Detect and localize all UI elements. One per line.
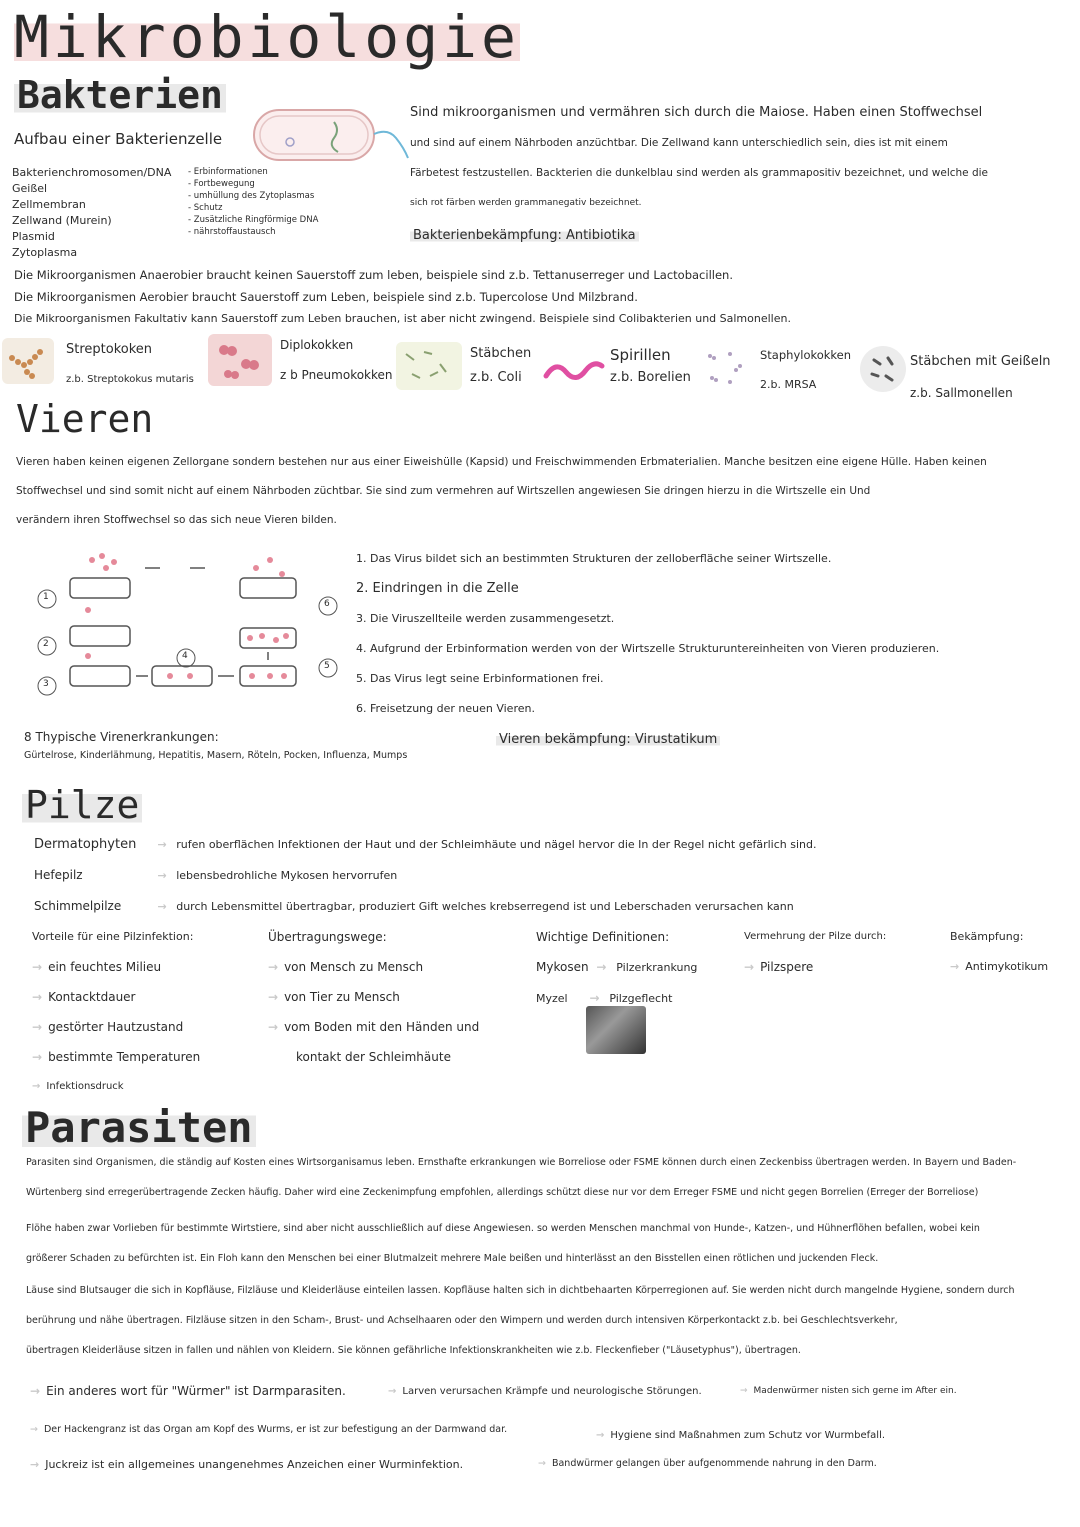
pilz-type-desc: rufen oberflächen Infektionen der Haut und der Schleimhäute und nägel hervor die In der Regel nicht gefärlich sind. [176, 838, 817, 851]
text-line: Vieren haben keinen eigenen Zellorgane sondern bestehen nur aus einer Eiweishülle (Kapsid) und Freischwimmenden Erbmaterialien. Manche besitzen eine eigene Hülle. Haben keinen [16, 456, 987, 468]
list-item: → Kontacktdauer [32, 990, 136, 1004]
pilze-heading: Pilze [22, 782, 142, 828]
text-line: Flöhe haben zwar Vorlieben für bestimmte Wirtstiere, sind aber nicht ausschließlich auf diese Angewiesen. so werden Menschen manchmal von Hunde-, Katzen-, und Hühnerflöhen befallen, wobei kein [26, 1223, 980, 1234]
page-title: Mikrobiologie [14, 3, 520, 71]
step-number: 5 [324, 661, 330, 671]
virus-replication-diagram [30, 548, 350, 708]
diplococci-image [208, 334, 272, 386]
text-line: verändern ihren Stoffwechsel so das sich neue Vieren bilden. [16, 514, 337, 526]
shape-label: Staphylokokken [760, 348, 852, 362]
list-item: - Zusätzliche Ringförmige DNA [188, 215, 319, 225]
bakterien-intro [410, 98, 1070, 218]
staphylococci-image [700, 346, 750, 390]
shape-label: Spirillen [610, 346, 671, 364]
text-line: Die Mikroorganismen Anaerobier braucht keinen Sauerstoff zum leben, beispiele sind z.b. Tettanuserreger und Lactobacillen. [14, 268, 733, 282]
text-line: berührung und nähe übertragen. Filzläuse sitzen in den Scham-, Brust- und Achselhaaren oder den Wimpern und werden durch intensiven Körperkontackt z.b. bei Geschlechtsverkehr, [26, 1315, 898, 1326]
list-item: 4. Aufgrund der Erbinformation werden von der Wirtszelle Strukturuntereinheiten von Vieren produzieren. [356, 642, 940, 655]
pilz-type-name: Dermatophyten [34, 837, 137, 852]
list-item: Dermatophyten → rufen oberflächen Infektionen der Haut und der Schleimhäute und nägel hervor die In der Regel nicht gefärlich sind. [34, 830, 1074, 860]
list-item: Zellmembran [12, 198, 86, 211]
virus-steps [356, 544, 1076, 724]
list-item: 6. Freisetzung der neuen Vieren. [356, 702, 535, 715]
list-item: 5. Das Virus legt seine Erbinformationen frei. [356, 672, 604, 685]
step-number: 3 [43, 679, 49, 689]
column-title: Übertragungswege: [268, 930, 387, 944]
shape-example: 2.b. MRSA [760, 378, 817, 391]
list-item: → Infektionsdruck [32, 1081, 124, 1092]
note: → Juckreiz ist ein allgemeines unangenehmes Anzeichen einer Wurminfektion. [30, 1458, 464, 1471]
bacteria-functions-list [188, 166, 388, 238]
vorteile-column [32, 922, 272, 1102]
bakterien-bekaempfung: Bakterienbekämpfung: Antibiotika [410, 224, 639, 248]
note: → Hygiene sind Maßnahmen zum Schutz vor Wurmbefall. [596, 1430, 886, 1441]
note: → Der Hackengranz ist das Organ am Kopf des Wurms, er ist zur befestigung an der Darmwand dar. [30, 1424, 508, 1435]
text-line: Stoffwechsel und sind somit nicht auf einem Nährboden züchtbar. Sie sind zum vermehren auf Wirtszellen angewiesen Sie dringen hierzu in die Wirtszelle ein Und [16, 485, 871, 497]
list-item: → Antimykotikum [950, 960, 1049, 973]
shape-label: Stäbchen mit Geißeln [910, 354, 1051, 369]
bakterien-heading: Bakterien [14, 72, 226, 118]
parasiten-heading: Parasiten [22, 1102, 256, 1154]
pilz-type-desc: durch Lebensmittel übertragbar, produziert Gift welches krebserregend ist und Leberschaden verursachen kann [176, 900, 794, 913]
note: → Madenwürmer nisten sich gerne im After ein. [740, 1386, 957, 1396]
text-line: größerer Schaden zu befürchten ist. Ein Floh kann den Menschen bei einer Blutmalzeit mehrere Male beißen und hinterlässt an den Bisstellen einen rötlichen und juckenden Fleck. [26, 1253, 879, 1264]
aufbau-title: Aufbau einer Bakterienzelle [14, 130, 223, 148]
list-item: 2. Eindringen in die Zelle [356, 581, 519, 596]
list-item: Zytoplasma [12, 246, 78, 259]
step-number: 6 [324, 599, 330, 609]
text-line: übertragen Kleiderläuse sitzen in fallen und nählen von Kleidern. Sie können gefährliche Infektionskrankheiten wie z.b. Fleckenfieber ("Läusetyphus"), übertragen. [26, 1345, 801, 1356]
column-title: Vorteile für eine Pilzinfektion: [32, 930, 194, 943]
list-item: Hefepilz → lebensbedrohliche Mykosen hervorrufen [34, 860, 1074, 891]
list-item: → von Mensch zu Mensch [268, 960, 424, 974]
list-item: → gestörter Hautzustand [32, 1020, 184, 1034]
step-number: 2 [43, 639, 49, 649]
step-number: 1 [43, 592, 49, 602]
text-line: Parasiten sind Organismen, die ständig auf Kosten eines Wirtsorganisamus leben. Ernsthafte erkrankungen wie Borreliose oder FSME können durch einen Zeckenbiss übertragen werden. In Bayern und Baden- [26, 1157, 1017, 1168]
list-item: Zellwand (Murein) [12, 214, 112, 227]
list-item: - nährstoffaustausch [188, 227, 276, 237]
text-line: und sind auf einem Nährboden anzüchtbar. Die Zellwand kann unterschiedlich sein, dies ist mit einem [410, 137, 948, 149]
list-item: kontakt der Schleimhäute [296, 1050, 451, 1064]
note: → Larven verursachen Krämpfe und neurologische Störungen. [388, 1386, 702, 1397]
virus-diseases: Gürtelrose, Kinderlähmung, Hepatitis, Masern, Röteln, Pocken, Influenza, Mumps [24, 750, 408, 761]
mycelium-image [586, 1006, 646, 1054]
pilz-type-desc: lebensbedrohliche Mykosen hervorrufen [176, 869, 398, 882]
oxygen-section [14, 264, 1074, 330]
virus-diseases-title: 8 Thypische Virenerkrankungen: [24, 730, 219, 744]
list-item: - Schutz [188, 203, 223, 213]
list-item: Bakterienchromosomen/DNA [12, 166, 172, 179]
shape-example: z.b. Borelien [610, 370, 691, 385]
list-item: → Pilzspere [744, 960, 814, 974]
bacterium-cell-icon [250, 104, 410, 164]
list-item: Myzel → Pilzgeflecht [536, 991, 673, 1005]
step-number: 4 [182, 651, 188, 661]
viren-heading: Vieren [16, 397, 154, 441]
list-item: - Erbinformationen [188, 167, 268, 177]
text-line: Sind mikroorganismen und vermähren sich durch die Maiose. Haben einen Stoffwechsel [410, 105, 983, 120]
spirilla-image [540, 346, 606, 388]
text-line: Die Mikroorganismen Aerobier braucht Sauerstoff zum Leben, beispiele sind z.b. Tupercolose Und Milzbrand. [14, 290, 638, 304]
pilz-type-name: Hefepilz [34, 868, 83, 882]
text-line: Die Mikroorganismen Fakultativ kann Sauerstoff zum Leben brauchen, ist aber nicht zwingend. Beispiele sind Colibakterien und Salmonellen. [14, 312, 791, 325]
shape-label: Streptokoken [66, 342, 153, 357]
list-item: → bestimmte Temperaturen [32, 1050, 201, 1064]
list-item: Schimmelpilze → durch Lebensmittel übertragbar, produziert Gift welches krebserregend ist und Leberschaden verursachen kann [34, 891, 1074, 922]
column-title: Wichtige Definitionen: [536, 930, 670, 944]
shape-label: Diplokokken [280, 338, 354, 352]
vermehrung-column [744, 922, 944, 982]
shape-label: Stäbchen [470, 346, 532, 361]
shape-example: z.b. Streptokokus mutaris [66, 374, 194, 385]
column-title: Bekämpfung: [950, 930, 1024, 943]
note: → Ein anderes wort für "Würmer" ist Darmparasiten. [30, 1384, 346, 1398]
text-line: Färbetest festzustellen. Backterien die dunkelblau sind werden als grammapositiv bezeichnet, und welche die [410, 167, 989, 179]
text-line: Würtenberg sind erregerübertragende Zecken häufig. Daher wird eine Zeckenimpfung empfohlen, allerdings schützt diese nur vor dem Erreger FSME und nicht gegen Borrelien (Erreger der Borreliose) [26, 1187, 979, 1198]
list-item: Mykosen → Pilzerkrankung [536, 960, 698, 974]
shape-example: z.b. Sallmonellen [910, 386, 1013, 400]
definitionen-column [536, 922, 736, 1014]
shape-example: z.b. Coli [470, 370, 522, 385]
column-title: Vermehrung der Pilze durch: [744, 931, 887, 942]
list-item: → von Tier zu Mensch [268, 990, 400, 1004]
list-item: - umhüllung des Zytoplasmas [188, 191, 315, 201]
list-item: Plasmid [12, 230, 55, 243]
parasiten-text [26, 1148, 1076, 1366]
list-item: - Fortbewegung [188, 179, 255, 189]
rods-image [396, 342, 462, 390]
text-line: sich rot färben werden grammanegativ bezeichnet. [410, 198, 642, 208]
list-item: Geißel [12, 182, 48, 195]
bekaempfung-column [950, 922, 1075, 982]
list-item: → vom Boden mit den Händen und [268, 1020, 480, 1034]
list-item: 3. Die Viruszellteile werden zusammengesetzt. [356, 612, 615, 625]
note: → Bandwürmer gelangen über aufgenommende nahrung in den Darm. [538, 1458, 877, 1469]
viren-bekaempfung: Vieren bekämpfung: Virustatikum [496, 732, 720, 747]
list-item: → ein feuchtes Milieu [32, 960, 162, 974]
shape-example: z b Pneumokokken [280, 368, 393, 382]
streptococci-image [2, 338, 54, 384]
bacteria-parts-list [12, 165, 197, 261]
uebertragung-column [268, 922, 528, 1072]
text-line: Läuse sind Blutsauger die sich in Kopfläuse, Filzläuse und Kleiderläuse einteilen lassen. Kopfläuse halten sich in dichtbehaarten Körperregionen auf. Sie werden nicht durch mangelnde Hygiene, sondern durch [26, 1285, 1015, 1296]
flagellated-rods-image [860, 346, 906, 392]
pilz-types [34, 830, 1074, 922]
pilz-type-name: Schimmelpilze [34, 899, 122, 913]
list-item: 1. Das Virus bildet sich an bestimmten Strukturen der zelloberfläche seiner Wirtszelle. [356, 552, 832, 565]
viren-intro [16, 448, 1076, 535]
